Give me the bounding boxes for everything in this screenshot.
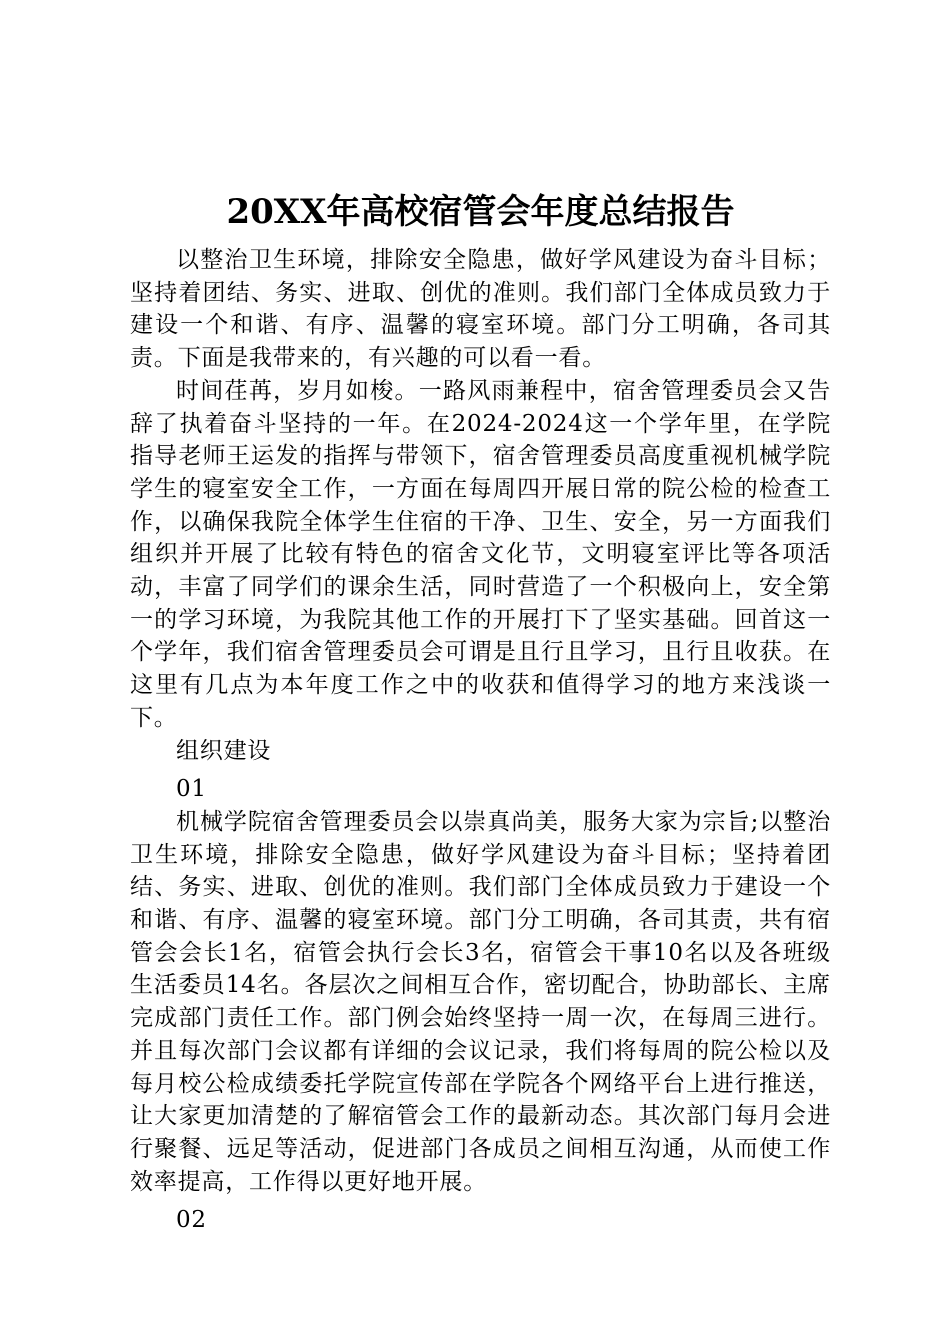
document-title: 20XX年高校宿管会年度总结报告: [226, 192, 735, 232]
section-heading-organization: 组织建设: [176, 737, 272, 764]
paragraph-intro: 以整治卫生环境，排除安全隐患，做好学风建设为奋斗目标；坚持着团结、务实、进取、创优的准则。我们部门全体成员致力于建设一个和谐、有序、温馨的寝室环境。部门分工明确，各司其责。下面是我带来的，有兴趣的可以看一看。: [130, 247, 831, 372]
section-number-02: 02: [176, 1207, 207, 1234]
paragraph-organization: 机械学院宿舍管理委员会以崇真尚美，服务大家为宗旨;以整治卫生环境，排除安全隐患，做好学风建设为奋斗目标；坚持着团结、务实、进取、创优的准则。我们部门全体成员致力于建设一个和谐、有序、温馨的寝室环境。部门分工明确，各司其责，共有宿管会会长1名，宿管会执行会长3名，宿管会干事10名以及各班级生活委员14名。各层次之间相互合作，密切配合，协助部长、主席完成部门责任工作。部门例会始终坚持一周一次，在每周三进行。并且每次部门会议都有详细的会议记录，我们将每周的院公检以及每月校公检成绩委托学院宣传部在学院各个网络平台上进行推送，让大家更加清楚的了解宿管会工作的最新动态。其次部门每月会进行聚餐、远足等活动，促进部门各成员之间相互沟通，从而使工作效率提高，工作得以更好地开展。: [130, 808, 831, 1195]
section-number-01: 01: [176, 776, 207, 803]
document-body: [130, 180, 831, 1237]
paragraph-review: 时间荏苒，岁月如梭。一路风雨兼程中，宿舍管理委员会又告辞了执着奋斗坚持的一年。在2024-2024这一个学年里，在学院指导老师王运发的指挥与带领下，宿舍管理委员高度重视机械学院学生的寝室安全工作，一方面在每周四开展日常的院公检的检查工作，以确保我院全体学生住宿的干净、卫生、安全，另一方面我们组织并开展了比较有特色的宿舍文化节，文明寝室评比等各项活动，丰富了同学们的课余生活，同时营造了一个积极向上，安全第一的学习环境，为我院其他工作的开展打下了坚实基础。回首这一个学年，我们宿舍管理委员会可谓是且行且学习，且行且收获。在这里有几点为本年度工作之中的收获和值得学习的地方来浅谈一下。: [130, 377, 831, 731]
